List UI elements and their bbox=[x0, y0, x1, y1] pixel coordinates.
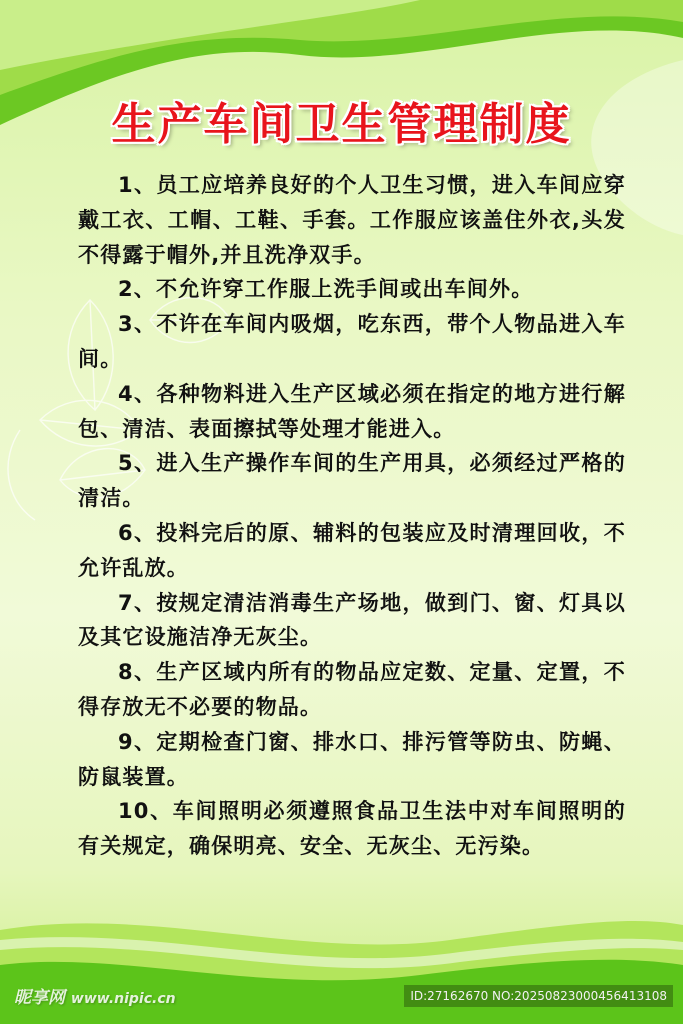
rules-list bbox=[78, 168, 626, 864]
rule-item: 9、定期检查门窗、排水口、排污管等防虫、防蝇、防鼠装置。 bbox=[78, 729, 626, 789]
rule-item: 8、生产区域内所有的物品应定数、定量、定置，不得存放无不必要的物品。 bbox=[78, 660, 626, 719]
rule-item: 4、各种物料进入生产区域必须在指定的地方进行解包、清洁、表面擦拭等处理才能进入。 bbox=[78, 381, 626, 441]
rule-item: 10、车间照明必须遵照食品卫生法中对车间照明的有关规定，确保明亮、安全、无灰尘、无污染。 bbox=[78, 799, 626, 859]
rule-item: 2、不允许穿工作服上洗手间或出车间外。 bbox=[118, 277, 534, 302]
watermark-id: ID:27162670 NO:20250823000456413108 bbox=[404, 985, 673, 1007]
watermark-url: www.nipic.cn bbox=[70, 991, 176, 1007]
watermark-brand bbox=[14, 983, 176, 1008]
rule-item: 5、进入生产操作车间的生产用具，必须经过严格的清洁。 bbox=[78, 451, 626, 511]
rule-item: 1、员工应培养良好的个人卫生习惯，进入车间应穿戴工衣、工帽、工鞋、手套。工作服应该盖住外衣,头发不得露于帽外,并且洗净双手。 bbox=[78, 173, 626, 267]
watermark-brand-name: 昵享网 bbox=[14, 988, 65, 1008]
page-title: 生产车间卫生管理制度 bbox=[111, 99, 572, 150]
rule-item: 7、按规定清洁消毒生产场地，做到门、窗、灯具以及其它设施洁净无灰尘。 bbox=[78, 590, 626, 650]
rule-item: 3、不许在车间内吸烟，吃东西，带个人物品进入车间。 bbox=[78, 312, 626, 371]
rule-item: 6、投料完后的原、辅料的包装应及时清理回收，不允许乱放。 bbox=[78, 520, 626, 580]
